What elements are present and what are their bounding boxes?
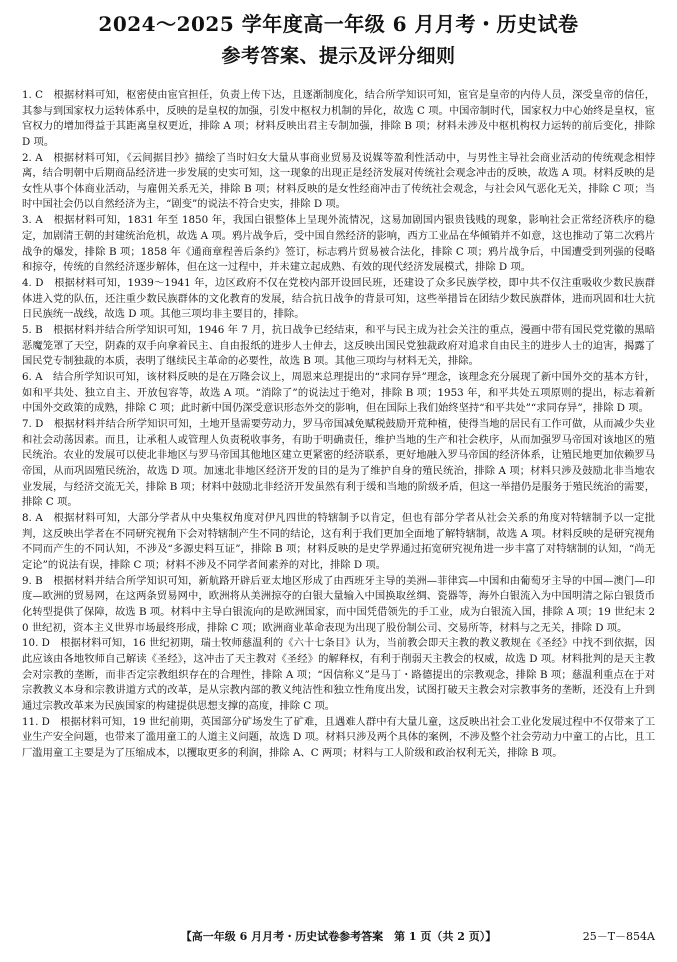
answer-item-5: 5. B 根据材料并结合所学知识可知，1946 年 7 月，抗日战争已经结束，和平与民主成为社会关注的重点，漫画中带有国民党党徽的黑暗恶魔笼罩了天空，阴森的双手向拿着民主、自由报纸的进步人士伸去，这反映出国民党独裁政府对追求自由民主的进步人士的迫害，揭露了国民党专制独裁的本质，表明了继续民主革命的必要性，故选 B 项。其他三项均与材料无关，排除。 xyxy=(22,324,655,368)
answer-item-3: 3. A 根据材料可知，1831 年至 1850 年，我国白银整体上呈现外流情况，这易加剧国内银贵钱贱的现象，影响社会正常经济秩序的稳定，加剧清王朝的封建统治危机，故选 A 项。鸦片战争后，受中国自然经济的影响，西方工业品在华倾销并不如意，这也推动了第二次鸦片战争的爆发，排除 B 项；1858 年《通商章程善后条约》签订，标志鸦片贸易被合法化，排除 C 项；鸦片战争后，中国遭受到列强的侵略和掠夺，传统的自然经济逐步解体，但在这一过程中，并未建立起成熟、有效的现代经济发展模式，排除 D 项。 xyxy=(22,214,655,274)
page-title: 2024～2025 学年度高一年级 6 月月考・历史试卷 xyxy=(98,12,579,36)
page-subtitle: 参考答案、提示及评分细则 xyxy=(221,45,456,67)
answer-item-2: 2. A 根据材料可知，《云间据目抄》描绘了当时妇女大量从事商业贸易及说媒等盈利性活动中，与男性主导社会商业活动的传统观念相悖离，结合明朝中后期商品经济进一步发展的史实可知，这一现象的出现正是经济发展对传统社会观念冲击的反映，故选 A 项。材料反映的是女性从事个体商业活动，与雇佣关系无关，排除 B 项；材料反映的是女性经商冲击了传统社会观念，与社会风气恶化无关，排除 C 项；当时中国社会仍以自然经济为主，“剧变”的说法不符合史实，排除 D 项。 xyxy=(22,151,655,211)
answer-item-7: 7. D 根据材料并结合所学知识可知，土地开垦需要劳动力，罗马帝国减免赋税鼓励开荒种植，使得当地的居民有工作可做，从而减少失业和社会动荡因素。而且，让承租人或管理人负责税收事务，有助于明确责任，维护当地的生产和社会秩序，从而加强罗马帝国对该地区的殖民统治。农业的发展可以使北非地区与罗马帝国其他地区建立更紧密的经济联系，更好地融入罗马帝国的经济体系，让殖民地更加依赖罗马帝国，从而巩固殖民统治，故选 D 项。加速北非地区经济开发的目的是为了维护自身的殖民统治，排除 A 项；材料只涉及鼓励北非当地农业发展，与经济交流无关，排除 B 项；材料中鼓励北非经济开发虽然有利于缓和当地的阶级矛盾，但这一举措仍是服务于殖民统治的需要，排除 C 项。 xyxy=(22,418,655,509)
answer-item-9: 9. B 根据材料并结合所学知识可知，新航路开辟后亚太地区形成了由西班牙主导的美洲—菲律宾—中国和由葡萄牙主导的中国—澳门—印度—欧洲的贸易网，在这两条贸易网中，欧洲将从美洲掠夺的白银大量输入中国换取丝绸、瓷器等，海外白银流入为中国明清之际白银货币化转型提供了保障，故选 B 项。材料中主导白银流向的是欧洲国家，而中国凭借领先的手工业，成为白银流入国，排除 A 项；19 世纪末 20 世纪初，资本主义世界市场最终形成，排除 C 项；欧洲商业革命表现为出现了股份制公司、交易所等，材料与之无关，排除 D 项。 xyxy=(22,574,655,634)
answer-list xyxy=(22,88,655,762)
answer-item-10: 10. D 根据材料可知，16 世纪初期，瑞士牧师慈温利的《六十七条目》认为，当前教会即天主教的教义教规在《圣经》中找不到依据，因此应该由各地牧师自己解读《圣经》，这冲击了天主教对《圣经》的解释权，有利于削弱天主教会的权威，故选 D 项。材料批判的是天主教会对宗教的垄断，而非否定宗教组织存在的合理性，排除 A 项；“因信称义”是马丁・路德提出的宗教观念，排除 B 项；慈温利重点在于对宗教教义本身和宗教讲道方式的改革，是从宗教内部的教义纯洁性和独立性角度出发，试图打破天主教会对宗教事务的垄断，还没有上升到通过宗教改革来为民族国家的构建提供思想支撑的高度，排除 C 项。 xyxy=(22,637,655,712)
footer-page-info: 【高一年级 6 月月考・历史试卷参考答案 第 1 页（共 2 页）】 xyxy=(180,930,497,943)
answer-item-8: 8. A 根据材料可知，大部分学者从中央集权角度对伊凡四世的特辖制予以肯定，但也有部分学者从社会关系的角度对特辖制予以一定批判，这反映出学者在不同研究视角下会对特辖制产生不同的结论，这有利于我们更加全面地了解特辖制，故选 A 项。材料反映的是研究视角不同而产生的不同认知，不涉及“多源史料互证”，排除 B 项；材料反映的是史学界通过拓宽研究视角进一步丰富了对特辖制的认知，“尚无定论”的说法有误，排除 C 项；材料不涉及不同学者间素养的对比，排除 D 项。 xyxy=(22,512,655,571)
page-footer xyxy=(22,930,655,944)
answer-item-4: 4. D 根据材料可知，1939～1941 年，边区政府不仅在党校内部开设回民班，还建设了众多民族学校，即中共不仅注重吸收少数民族群体进入党的队伍，还注重少数民族群体的文化教育的发展，结合抗日战争的背景可知，这些举措旨在团结少数民族群体，进而巩固和壮大抗日民族统一战线，故选 D 项。其他三项均非主要目的，排除。 xyxy=(22,277,655,321)
answer-item-11: 11. D 根据材料可知，19 世纪前期，英国部分矿场发生了矿难，且遇难人群中有大量儿童，这反映出社会工业化发展过程中不仅带来了工业生产安全问题，也带来了滥用童工的人道主义问题，故选 D 项。材料只涉及两个具体的案例，不涉及整个社会劳动力中童工的占比，且工厂滥用童工主要是为了压缩成本，以攫取更多的利润，排除 A、C 两项；材料与工人阶级和政治权利无关，排除 B 项。 xyxy=(22,715,655,759)
answer-item-6: 6. A 结合所学知识可知，该材料反映的是在万隆会议上，周恩来总理提出的“求同存异”理念，该理念充分展现了新中国外交的基本方针，如和平共处、独立自主、开放包容等，故选 A 项。“消除了”的说法过于绝对，排除 B 项；1953 年，和平共处五项原则的提出，标志着新中国外交政策的成熟，排除 C 项；此时新中国仍深受意识形态外交的影响，但在国际上我们始终坚持“和平共处”“求同存异”，排除 D 项。 xyxy=(22,371,655,415)
footer-exam-code: 25－T－854A xyxy=(582,930,655,943)
answer-item-1: 1. C 根据材料可知，枢密使由宦官担任，负责上传下达，且逐渐制度化，结合所学知识可知，宦官是皇帝的内侍人员，深受皇帝的信任，其参与到国家权力运转体系中，反映的是皇权的加强，引发中枢权力机制的异化，故选 C 项。中国帝制时代，国家权力中心始终是皇权，宦官权力的增加得益于其距离皇权更近，排除 A 项；材料反映出君主专制加强，排除 B 项；材料未涉及中枢机构权力运转的前后变化，排除 D 项。 xyxy=(22,89,655,148)
